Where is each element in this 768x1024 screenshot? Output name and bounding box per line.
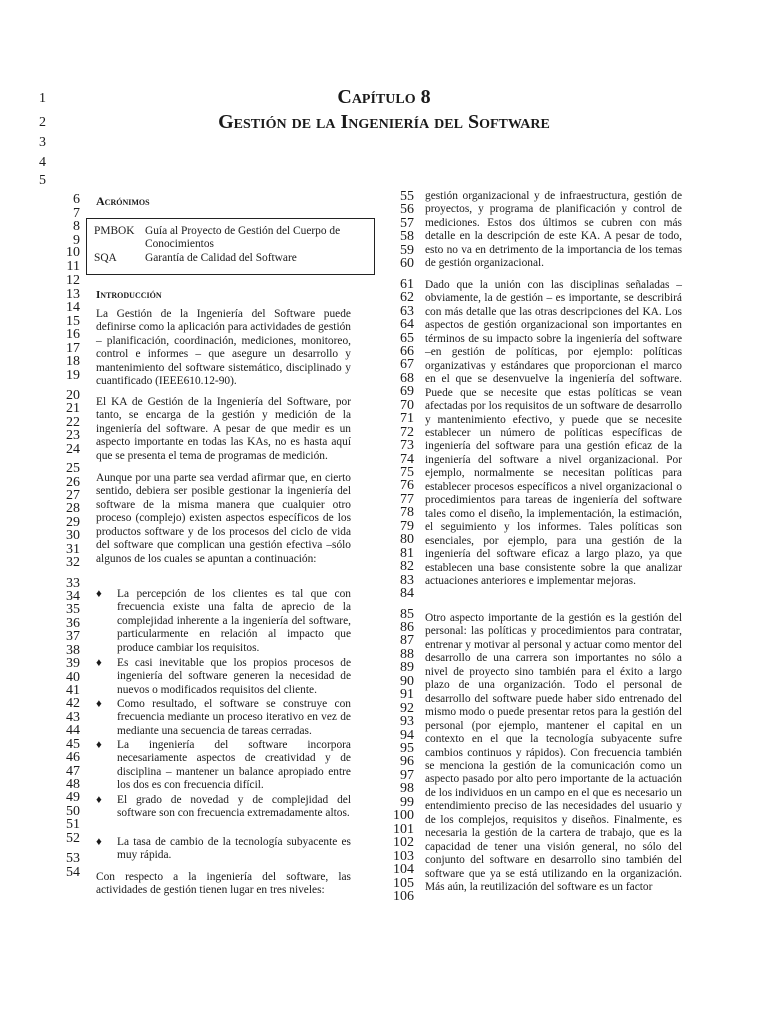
line-number: 98 xyxy=(400,781,414,797)
line-number: 23 xyxy=(66,428,80,444)
line-number: 44 xyxy=(66,723,80,739)
acronym-desc: Garantía de Calidad del Software xyxy=(145,252,297,264)
line-number: 100 xyxy=(393,808,414,824)
line-number: 102 xyxy=(393,835,414,851)
acronym-desc: Guía al Proyecto de Gestión del Cuerpo de Conocimientos xyxy=(145,225,341,250)
line-number: 54 xyxy=(66,864,80,880)
intro-paragraph: Con respecto a la ingeniería del software, las actividades de gestión tienen lugar en tres niveles: xyxy=(96,871,351,897)
bullet-icon: ♦ xyxy=(96,739,102,751)
line-number: 12 xyxy=(66,273,80,288)
line-number: 104 xyxy=(393,862,414,878)
body-paragraph: Dado que la unión con las disciplinas señaladas – obviamente, la de gestión – es importante, se describirá con más detalle que las otras descripciones del KA. Los aspectos de gestión organizacional son importantes en términos de su impacto sobre la ingeniería del software –en gestión de políticas, por ejemplo: políticas organizativas y estándares que proporcionan el marco en el que se desenvuelve la ingeniería del software. Puede que se necesite que estas políticas se vean afectadas por los requisitos de un software de desarrollo y mantenimiento efectivo, y puede que se necesite establecer un número de políticas específicas de ingeniería del software para una gestión eficaz de la ingeniería del software a nivel organizacional. Por ejemplo, normalmente se necesitan políticas para establecer procesos específicos a nivel organizacional o procedimientos para tareas de ingeniería del software tales como el diseño, la implementación, la estimación, el seguimiento y los informes. Tales políticas son esenciales, por ejemplo, para una gestión de la ingeniería del software eficaz a largo plazo, ya que establecen una base consistente sobre la que analizar actuaciones anteriores e implementar mejoras. xyxy=(425,279,682,587)
line-number: 42 xyxy=(66,696,80,712)
bullet-text: El grado de novedad y de complejidad del software son con frecuencia extremadamente altos. xyxy=(117,794,351,820)
line-number: 3 xyxy=(39,135,46,150)
acronyms-table xyxy=(86,218,375,275)
line-number: 83 xyxy=(400,572,414,588)
line-number: 37 xyxy=(66,629,80,645)
line-number: 30 xyxy=(66,528,80,544)
line-number: 49 xyxy=(66,790,80,806)
body-paragraph: Otro aspecto importante de la gestión es la gestión del personal: las políticas y procedimientos para contratar, entrenar y motivar al personal y actuar como mentor del desarrollo de una carrera son importantes no sólo a nivel de proyecto sino también para el éxito a largo plazo de una organización. Todo el personal de desarrollo del software puede haber sido entrenado del mismo modo o puede presentar retos para la gestión del personal (por ejemplo, mantener el capital en un contexto en el que la tecnología subyacente sufre cambios continuos y rápidos). Con frecuencia también se menciona la gestión de la comunicación como un aspecto pasado por alto pero importante de la actuación de los individuos en un campo en el que es necesario un entendimiento preciso de las necesidades del usuario y de los complejos, requisitos y diseños. Finalmente, es necesaria la gestión de la cartera de trabajo, que es la capacidad de tener una visión general, no sólo del conjunto del software en desarrollo sino también del software que ya se está utilizando en la organización. Más aún, la reutilización del software es un factor xyxy=(425,612,682,894)
line-number: 22 xyxy=(66,414,80,430)
line-number: 32 xyxy=(66,555,80,571)
line-number: 27 xyxy=(66,488,80,504)
line-number: 41 xyxy=(66,683,80,699)
line-number: 43 xyxy=(66,709,80,725)
line-number: 66 xyxy=(400,343,414,359)
bullet-text: Es casi inevitable que los propios procesos de ingeniería del software generen la necesidad de nuevos o modificados requisitos del cliente. xyxy=(117,657,351,696)
bullet-text: La ingeniería del software incorpora necesariamente aspectos de creatividad y de disciplina – mantener un balance apropiado entre los dos es con frecuencia difícil. xyxy=(117,739,351,792)
line-number: 55 xyxy=(400,189,414,204)
bullet-icon: ♦ xyxy=(96,657,102,669)
line-number: 1 xyxy=(39,91,46,106)
line-number: 7 xyxy=(73,206,80,221)
acronym-abbr: PMBOK xyxy=(94,225,135,237)
line-number: 103 xyxy=(393,848,414,864)
line-number: 72 xyxy=(400,424,414,440)
line-number: 81 xyxy=(400,545,414,561)
line-number: 34 xyxy=(66,589,80,605)
line-number: 65 xyxy=(400,330,414,346)
line-number: 24 xyxy=(66,441,80,457)
line-number: 9 xyxy=(73,233,80,248)
line-number: 19 xyxy=(66,367,80,383)
line-number: 90 xyxy=(400,673,414,689)
line-number: 50 xyxy=(66,803,80,819)
bullet-item xyxy=(96,588,351,655)
line-number: 82 xyxy=(400,559,414,575)
chapter-subtitle: Gestión de la Ingeniería del Software xyxy=(218,111,550,133)
line-number: 64 xyxy=(400,317,414,333)
line-number: 45 xyxy=(66,736,80,752)
bullet-icon: ♦ xyxy=(96,794,102,806)
line-number: 92 xyxy=(400,700,414,716)
line-number: 14 xyxy=(66,300,80,316)
line-number: 10 xyxy=(66,245,80,260)
line-number: 86 xyxy=(400,619,414,635)
intro-paragraph: La Gestión de la Ingeniería del Software puede definirse como la aplicación para actividades de gestión – planificación, coordinación, mediciones, monitoreo, control e informes – que asegure un desarrollo y mantenimiento del software sistemático, disciplinado y cuantificado (IEEE610.12-90). xyxy=(96,308,351,388)
bullet-text: La percepción de los clientes es tal que con frecuencia existe una falta de aprecio de la complejidad inherente a la ingeniería del software, particularmente en relación al impacto que produce cambiar los requisitos. xyxy=(117,588,351,654)
line-number: 4 xyxy=(39,155,46,170)
line-number: 75 xyxy=(400,465,414,480)
line-number: 60 xyxy=(400,256,414,272)
line-number: 99 xyxy=(400,794,414,810)
line-number: 69 xyxy=(400,384,414,400)
line-number: 29 xyxy=(66,514,80,530)
line-number: 79 xyxy=(400,518,414,534)
intro-heading: Introducción xyxy=(96,289,162,301)
bullet-item xyxy=(96,657,351,697)
line-number: 59 xyxy=(400,242,414,258)
line-number: 85 xyxy=(400,606,414,622)
line-number: 6 xyxy=(73,192,80,207)
line-number: 91 xyxy=(400,687,414,703)
line-number: 67 xyxy=(400,357,414,373)
line-number: 47 xyxy=(66,763,80,779)
line-number: 68 xyxy=(400,370,414,386)
line-number: 51 xyxy=(66,817,80,833)
bullet-text: La tasa de cambio de la tecnología subyacente es muy rápida. xyxy=(117,836,351,862)
line-number: 93 xyxy=(400,714,414,730)
line-number: 21 xyxy=(66,401,80,417)
line-number: 95 xyxy=(400,741,414,756)
line-number: 80 xyxy=(400,532,414,548)
line-number: 11 xyxy=(66,259,80,274)
line-number: 56 xyxy=(400,202,414,218)
line-number: 89 xyxy=(400,660,414,676)
line-number: 77 xyxy=(400,491,414,507)
acronym-abbr: SQA xyxy=(94,252,117,264)
line-number: 52 xyxy=(66,830,80,846)
bullet-item xyxy=(96,698,351,738)
line-number: 48 xyxy=(66,777,80,793)
line-number: 13 xyxy=(66,287,80,302)
line-number: 31 xyxy=(66,541,80,557)
line-number: 84 xyxy=(400,586,414,602)
line-number: 20 xyxy=(66,388,80,403)
line-number: 15 xyxy=(66,313,80,329)
line-number: 5 xyxy=(39,173,46,188)
line-number: 78 xyxy=(400,505,414,521)
bullet-item xyxy=(96,836,351,863)
bullet-icon: ♦ xyxy=(96,588,102,600)
line-number: 74 xyxy=(400,451,414,467)
line-number: 61 xyxy=(400,276,414,292)
line-number: 26 xyxy=(66,474,80,490)
line-number: 63 xyxy=(400,303,414,319)
line-number: 71 xyxy=(400,411,414,427)
line-number: 36 xyxy=(66,615,80,631)
line-number: 2 xyxy=(39,115,46,130)
line-number: 96 xyxy=(400,754,414,770)
chapter-title: Capítulo 8 xyxy=(337,86,431,108)
bullet-item xyxy=(96,794,351,821)
line-number: 28 xyxy=(66,501,80,517)
body-paragraph: gestión organizacional y de infraestructura, gestión de proyectos, y programa de planificación y control de mediciones. Estos dos últimos se cubren con más detalle en la descripción de este KA. A pesar de todo, esto no va en detrimento de la importancia de los temas de gestión organizacional. xyxy=(425,190,682,270)
line-number: 25 xyxy=(66,461,80,477)
line-number: 88 xyxy=(400,646,414,662)
line-number: 35 xyxy=(66,602,80,618)
line-number: 62 xyxy=(400,290,414,306)
line-number: 73 xyxy=(400,438,414,454)
line-number: 70 xyxy=(400,397,414,413)
line-number: 39 xyxy=(66,656,80,672)
bullet-text: Como resultado, el software se construye con frecuencia mediante un proceso iterativo en vez de mediante una secuencia de tareas cerradas. xyxy=(117,698,351,737)
line-number: 16 xyxy=(66,327,80,343)
line-number: 106 xyxy=(393,888,414,904)
bullet-icon: ♦ xyxy=(96,698,102,710)
line-number: 101 xyxy=(393,821,414,837)
intro-paragraph: El KA de Gestión de la Ingeniería del Software, por tanto, se encarga de la gestión y medición de la ingeniería del software. A pesar de que medir es un aspecto importante en todas las KAs, no es hasta aquí que se presenta el tema de programas de medición. xyxy=(96,396,351,462)
line-number: 38 xyxy=(66,642,80,658)
line-number: 33 xyxy=(66,575,80,591)
acronyms-heading: Acrónimos xyxy=(96,194,150,208)
line-number: 53 xyxy=(66,851,80,867)
intro-paragraph: Aunque por una parte sea verdad afirmar que, en cierto sentido, debiera ser posible gestionar la ingeniería del software de la misma manera que cualquier otro proceso (complejo) existen aspectos específicos de los productos software y de los procesos del ciclo de vida del software que complican una gestión efectiva –sólo algunos de los cuales se apuntan a continuación: xyxy=(96,472,351,565)
line-number: 76 xyxy=(400,478,414,494)
line-number: 8 xyxy=(73,219,80,234)
line-number: 17 xyxy=(66,340,80,356)
line-number: 57 xyxy=(400,215,414,231)
line-number: 18 xyxy=(66,354,80,370)
line-number: 105 xyxy=(393,875,414,891)
line-number: 97 xyxy=(400,767,414,783)
line-number: 40 xyxy=(66,669,80,685)
line-number: 46 xyxy=(66,750,80,766)
bullet-icon: ♦ xyxy=(96,836,102,848)
line-number: 94 xyxy=(400,727,414,743)
bullet-item xyxy=(96,739,351,793)
line-number: 87 xyxy=(400,633,414,649)
line-number: 58 xyxy=(400,229,414,245)
